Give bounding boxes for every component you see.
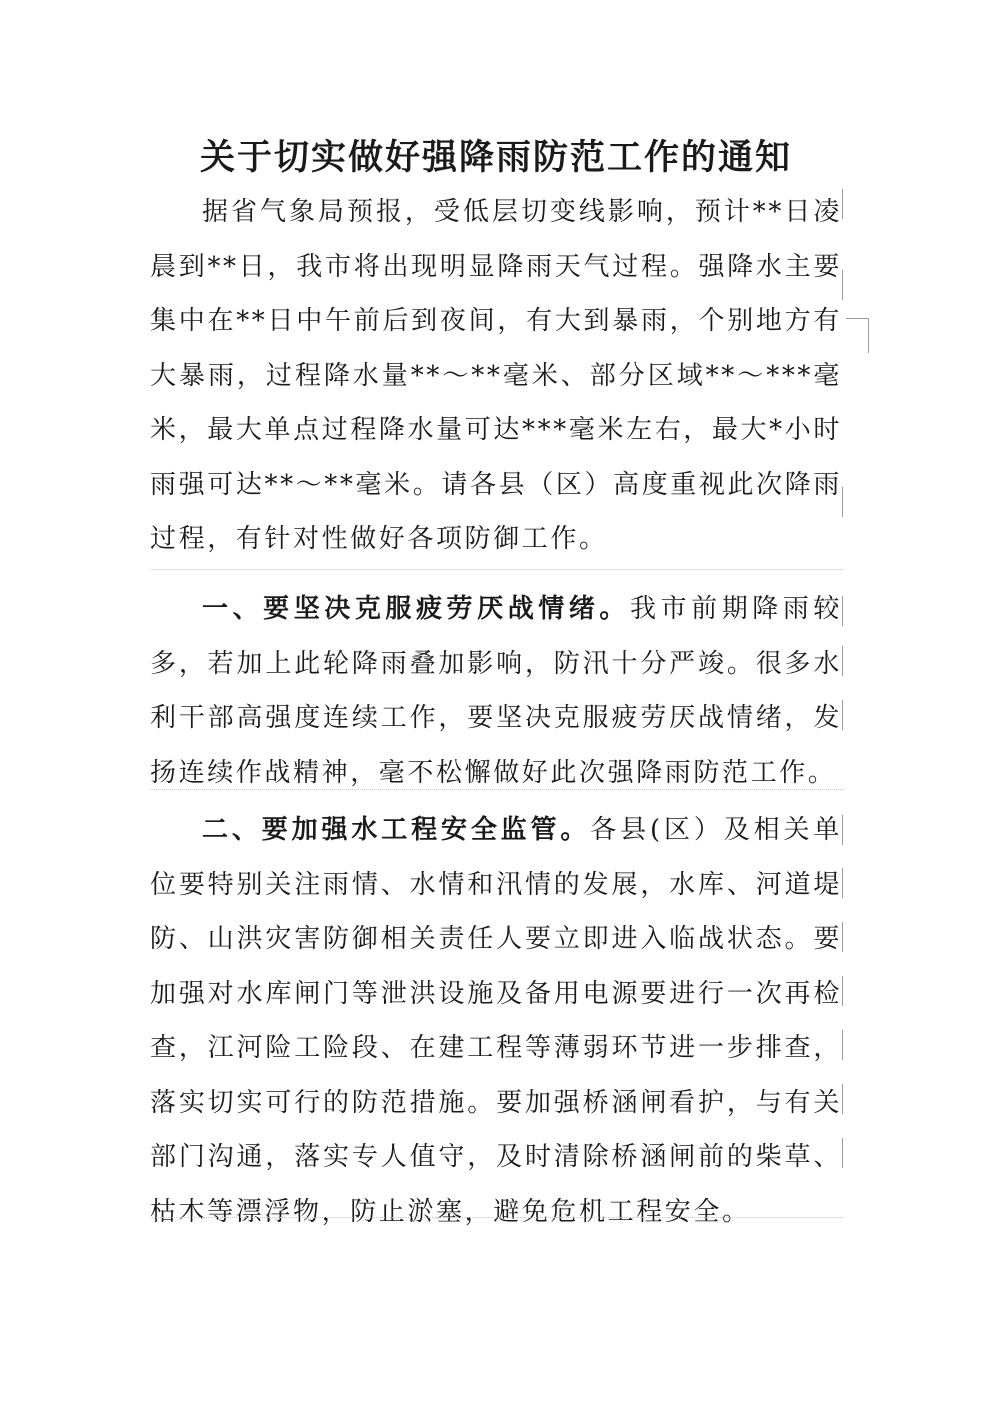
line-marker (842, 1084, 843, 1114)
line-marker (842, 646, 843, 676)
line-marker (842, 1030, 843, 1060)
section-2-text: 各县(区）及相关单位要特别关注雨情、水情和汛情的发展，水库、河道堤防、山洪灾害防御相关责任人要立即进入临战状态。要加强对水库闸门等泄洪设施及备用电源要进行一次再检查，江河险工险段、在建工程等薄弱环节进一步排查，落实切实可行的防范措施。要加强桥涵闸看护，与有关部门沟通，落实专人值守，及时清除桥涵闸前的柴草、枯木等漂浮物，防止淤塞，避免危机工程安全。 (150, 815, 842, 1227)
line-marker (842, 976, 843, 1006)
paragraph-divider (150, 569, 843, 570)
line-marker (842, 1138, 843, 1168)
paragraph-intro (150, 185, 842, 567)
document-title: 关于切实做好强降雨防范工作的通知 (199, 138, 792, 178)
paragraph-divider (150, 1217, 843, 1218)
line-marker (842, 487, 843, 517)
section-2-heading: 二、要加强水工程安全监管。 (202, 815, 591, 845)
line-marker (842, 189, 843, 219)
section-1-text: 我市前期降雨较多，若加上此轮降雨叠加影响，防汛十分严竣。很多水利干部高强度连续工作，要坚决克服疲劳厌战情绪，发扬连续作战精神，毫不松懈做好此次强降雨防范工作。 (150, 594, 843, 788)
line-marker (842, 868, 843, 898)
line-marker (842, 815, 843, 845)
paragraph-divider (150, 789, 843, 790)
line-marker (842, 270, 843, 300)
paragraph-intro-text: 据省气象局预报，受低层切变线影响，预计**日凌晨到**日，我市将出现明显降雨天气过程。强降水主要集中在**日中午前后到夜间，有大到暴雨，个别地方有大暴雨，过程降水量**～**毫米、部分区域**～***毫米，最大单点过程降水量可达***毫米左右，最大*小时雨强可达**～**毫米。请各县（区）高度重视此次降雨过程，有针对性做好各项防御工作。 (150, 197, 842, 554)
line-overflow-marker (846, 318, 869, 353)
line-marker (842, 596, 843, 626)
paragraph-section-2 (150, 803, 842, 1239)
line-marker (842, 700, 843, 730)
line-marker (842, 922, 843, 952)
section-1-heading: 一、要坚决克服疲劳厌战情绪。 (202, 594, 630, 624)
paragraph-section-1 (150, 582, 842, 800)
